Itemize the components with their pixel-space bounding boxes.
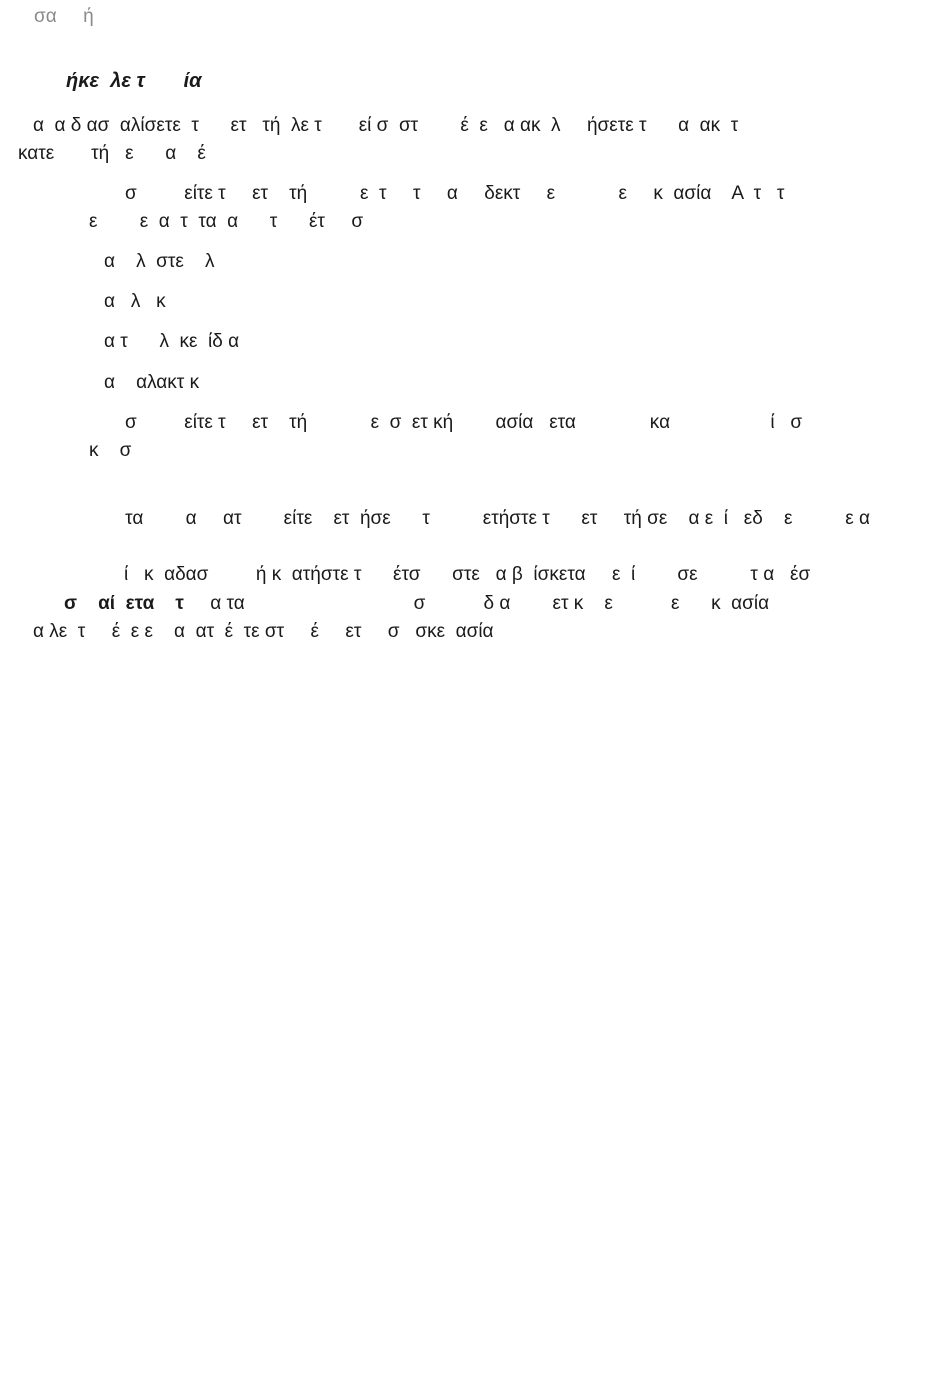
- note-paragraph: [33, 590, 893, 646]
- page-header: σα ή: [34, 6, 94, 27]
- list-item: α λ στε λ: [104, 251, 215, 272]
- note-line1: α τα σ δ α ετ κ ε ε κ ασία: [183, 593, 770, 614]
- note-label: σ αί ετα τ: [64, 593, 184, 614]
- section-title: ήκε λε τ ία: [66, 70, 202, 92]
- instruction-paragraph: σ είτε τ ετ τή ε τ τ α δεκτ ε ε κ ασία Α τ τ ε ε α τ τα α τ έτ σ: [89, 183, 785, 232]
- final-item-line2: ί κ αδασ ή κ ατήστε τ έτσ στε α β ίσκετα ε ί σε τ α έσ: [124, 564, 811, 585]
- intro-paragraph: α α δ ασ αλίσετε τ ετ τή λε τ εί σ στ έ ε α ακ λ ήσετε τ α ακ τ κατε τή ε α έ: [18, 115, 739, 164]
- instruction-paragraph: σ είτε τ ετ τή ε σ ετ κή ασία ετα κα ί σ κ σ: [89, 412, 803, 461]
- note-line2: α λε τ έ ε ε α ατ έ τε στ έ ετ σ σκε ασία: [33, 621, 494, 642]
- list-item: α λ κ: [104, 291, 166, 312]
- list-item: α τ λ κε ίδ α: [104, 331, 240, 352]
- list-item: α αλακτ κ: [104, 372, 200, 393]
- final-item-line1: τα α ατ είτε ετ ήσε τ ετήστε τ ετ τή σε α ε ί εδ ε ε α: [125, 508, 870, 529]
